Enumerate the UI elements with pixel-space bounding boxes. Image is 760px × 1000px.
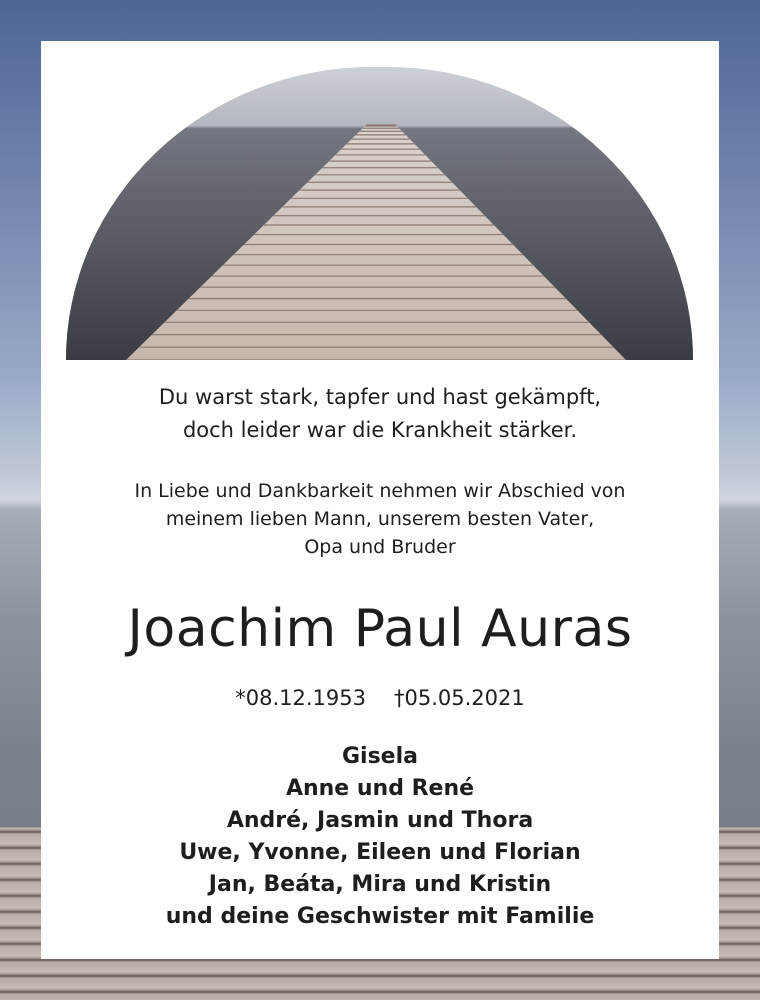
pier-photo <box>66 67 693 360</box>
mourner-line: Jan, Beáta, Mira und Kristin <box>208 872 552 897</box>
intro-line: Opa und Bruder <box>304 536 456 558</box>
birth-date: 08.12.1953 <box>245 686 366 710</box>
quote-text <box>41 381 719 447</box>
mourner-line: Uwe, Yvonne, Eileen und Florian <box>179 840 581 865</box>
pier-illustration <box>66 67 693 360</box>
life-dates <box>41 683 719 713</box>
death-date: 05.05.2021 <box>404 686 525 710</box>
quote-line: doch leider war die Krankheit stärker. <box>182 418 578 442</box>
intro-line: meinem lieben Mann, unserem besten Vater, <box>165 508 595 530</box>
mourner-line: und deine Geschwister mit Familie <box>165 904 595 929</box>
mourner-line: Anne und René <box>285 776 475 801</box>
intro-text <box>41 477 719 561</box>
mourner-line: André, Jasmin und Thora <box>226 808 534 833</box>
intro-line: In Liebe und Dankbarkeit nehmen wir Abschied von <box>134 480 626 502</box>
mourners-list <box>41 741 719 933</box>
mourner-line: Gisela <box>341 744 418 769</box>
birth-symbol: * <box>235 686 246 710</box>
quote-line: Du warst stark, tapfer und hast gekämpft, <box>158 385 602 409</box>
deceased-name: Joachim Paul Auras <box>127 599 633 659</box>
obituary-card <box>41 41 719 959</box>
death-symbol: † <box>394 686 405 710</box>
